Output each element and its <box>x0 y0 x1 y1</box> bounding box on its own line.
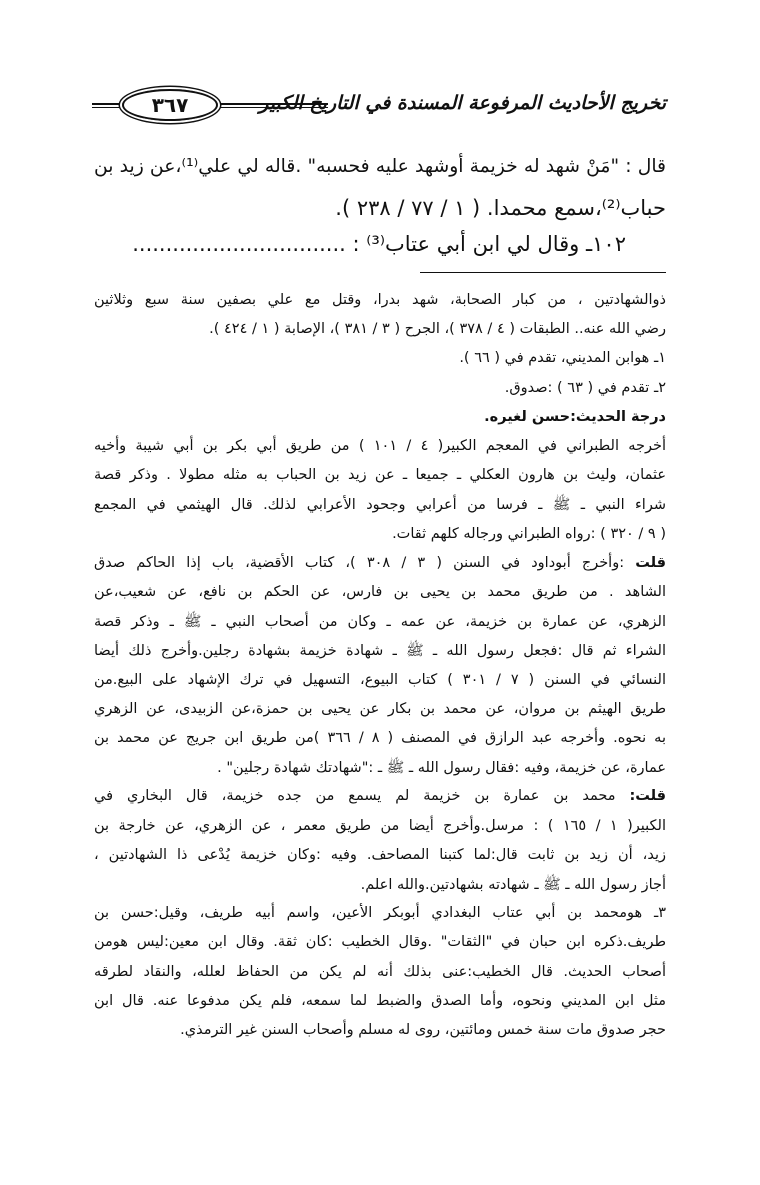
footnote-line <box>94 1022 666 1038</box>
footnote-text: الشراء ثم قال :فجعل رسول الله ـ ﷺ ـ شهادة خزيمة بشهادة رجلين.وأخرج ذلك أيضا <box>94 643 666 660</box>
footnote-line <box>94 993 666 1009</box>
footnote-text: أجاز رسول الله ـ ﷺ ـ شهادته بشهادتين.والله اعلم. <box>360 877 666 893</box>
footnote-text: زيد، أن زيد بن ثابت قال:لما كتبنا المصاحف. وفيه :وكان خزيمة يُدْعى ذا الشهادتين ، <box>94 846 666 863</box>
footnote-text: به نحوه. وأخرجه عبد الرازق في المصنف ( ٨ / ٣٦٦ )من طريق ابن جريج عن محمد بن <box>94 730 666 746</box>
footnote-text: محمد بن عمارة بن خزيمة لم يسمع من جده خزيمة، قال البخاري في <box>94 788 630 805</box>
header-rule-left <box>92 103 122 108</box>
bold-label: درجة الحديث:حسن لغيره. <box>484 408 666 425</box>
footnote-text: رضي الله عنه.. الطبقات ( ٤ / ٣٧٨ )، الجرح ( ٣ / ٣٨١ )، الإصابة ( ١ / ٤٢٤ ). <box>209 321 666 338</box>
page-number: ٣٦٧ <box>122 89 218 121</box>
footnote-line <box>94 788 666 804</box>
footnote-line <box>94 964 666 980</box>
footnote-line <box>94 584 666 600</box>
footnote-line <box>94 876 666 897</box>
footnote-text: أصحاب الحديث. قال الخطيب:عنى بذلك أنه لم يكن من الحفاظ لعلله، والنقاد لطرقه <box>94 963 666 980</box>
footnote-text: ٣ـ هومحمد بن أبي عتاب البغدادي أبوبكر الأعين، واسم أبيه طريف، وقيل:حسن بن <box>94 905 666 922</box>
footnote-line <box>94 730 666 746</box>
footnote-text: الكبير( ١ / ١٦٥ ) : مرسل.وأخرج أيضا من طريق معمر ، عن الزهري، عن خارجة بن <box>94 817 666 834</box>
footnote-text: الشاهد . من طريق محمد بن يحيى بن فارس، عن الحكم بن نافع، عن شعيب،عن <box>94 584 666 600</box>
footnote-line <box>94 759 666 780</box>
footnote-text: طريف.ذكره ابن حبان في "الثقات" .وقال الخطيب :كان ثقة. وقال ابن معين:ليس هومن <box>94 934 666 951</box>
footnote-line <box>94 350 666 366</box>
bold-label: قلت <box>635 554 667 571</box>
footnote-line <box>94 496 666 517</box>
footnote-line <box>94 467 666 483</box>
hadith-102-line: ١٠٢ـ وقال لي ابن أبي عتاب⁽³⁾ : ................................ <box>132 232 626 256</box>
footnote-line <box>94 847 666 863</box>
footnote-text: ١ـ هوابن المديني، تقدم في ( ٦٦ ). <box>459 350 666 367</box>
footnote-text: عثمان، وليث بن هارون العكلي ـ جميعا ـ عن زيد بن الحباب به مثله مطولا . وذكر قصة <box>94 467 666 484</box>
footnote-line <box>94 321 666 337</box>
footnote-line <box>94 905 666 921</box>
footnote-text: النسائي في السنن ( ٧ / ٣٠١ ) كتاب البيوع، التسهيل في ترك الإشهاد على البيع.من <box>94 671 666 688</box>
footnote-text: ٢ـ تقدم في ( ٦٣ ) :صدوق. <box>504 379 666 396</box>
footnote-line <box>94 642 666 663</box>
footnote-line <box>94 934 666 950</box>
book-title: تخريج الأحاديث المرفوعة المسندة في التاريخ الكبير <box>259 92 666 114</box>
footnote-line <box>94 526 666 542</box>
main-line: حباب⁽²⁾،سمع محمدا. ( ١ / ٧٧ / ٢٣٨ ). <box>335 196 666 220</box>
footnote-line <box>94 292 666 308</box>
footnote-text: ( ٩ / ٣٢٠ ) :رواه الطبراني ورجاله كلهم ثقات. <box>392 525 666 542</box>
footnote-text: :وأخرج أبوداود في السنن ( ٣ / ٣٠٨ )، كتاب الأقضية، باب إذا الحاكم صدق <box>94 554 636 571</box>
footnote-text: أخرجه الطبراني في المعجم الكبير( ٤ / ١٠١ ) من طريق أبي بكر بن أبي شيبة وأخيه <box>94 438 666 454</box>
footnote-line <box>94 672 666 688</box>
footnote-line <box>94 818 666 834</box>
footnote-line <box>94 409 666 425</box>
footnote-text: مثل ابن المديني ونحوه، وأما الصدق والضبط لما سمعه، فلم يكن مدفوعا عنه. قال ابن <box>94 992 666 1009</box>
footnote-line <box>94 701 666 717</box>
footnote-text: شراء النبي ـ ﷺ ـ فرسا من أعرابي وجحود الأعرابي لذلك. قال الهيثمي في المجمع <box>94 497 666 514</box>
footnote-text: الزهري، عن عمارة بن خزيمة، عن عمه ـ وكان من أصحاب النبي ـ ﷺ ـ وذكر قصة <box>94 614 666 631</box>
footnote-text: حجر صدوق مات سنة خمس ومائتين، روى له مسلم وأصحاب السنن غير الترمذي. <box>180 1022 666 1038</box>
footnote-text: ذوالشهادتين ، من كبار الصحابة، شهد بدرا، وقتل مع علي بصفين سنة سبع وثلاثين <box>94 292 666 308</box>
main-line: قال : "مَنْ شهد له خزيمة أوشهد عليه فحسبه" .قاله لي علي⁽¹⁾،عن زيد بن <box>94 156 667 177</box>
footnote-line <box>94 613 666 634</box>
bold-label: قلت: <box>629 788 666 805</box>
footnote-separator <box>420 272 666 273</box>
footnote-line <box>94 380 666 396</box>
footnote-text: طريق الهيثم بن مروان، عن محمد بن بكار عن يحيى بن حمزة،عن الزبيدى، عن الزهري <box>94 700 666 717</box>
footnote-text: عمارة، عن خزيمة، وفيه :فقال رسول الله ـ ﷺ ـ :"شهادتك شهادة رجلين" . <box>217 760 666 777</box>
footnote-line <box>94 555 666 571</box>
footnote-line <box>94 438 666 454</box>
